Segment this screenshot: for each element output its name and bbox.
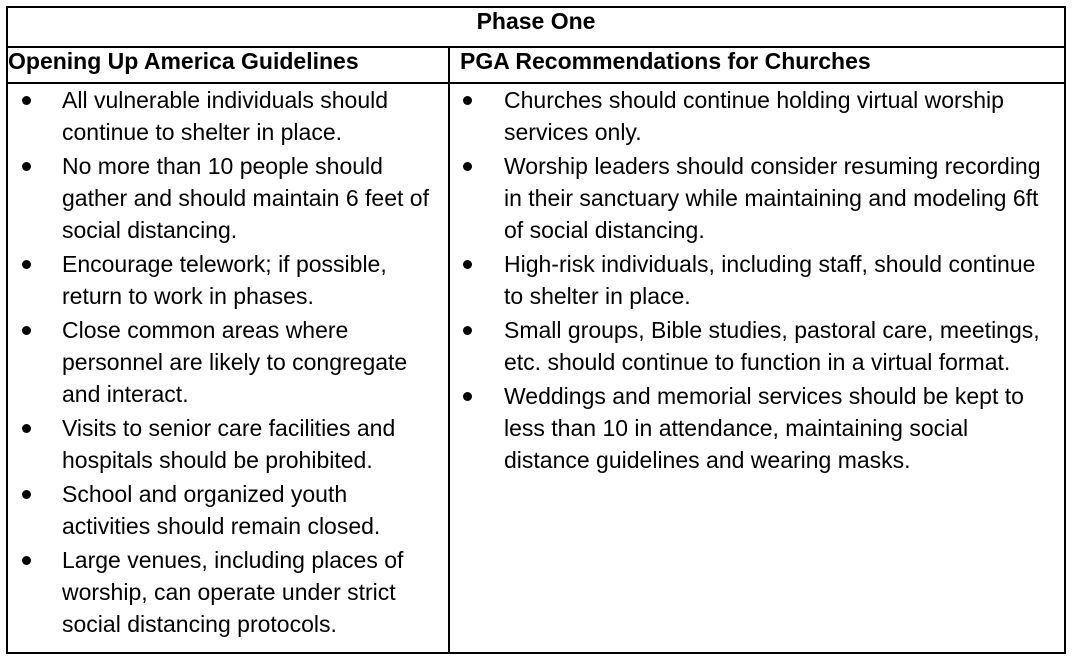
list-item-text: Visits to senior care facilities and hospitals should be prohibited. [62, 415, 396, 473]
table-title: Phase One [7, 7, 1065, 47]
recommendations-cell [449, 83, 1065, 653]
column-header-recommendations: PGA Recommendations for Churches [449, 47, 1065, 83]
header-row [7, 47, 1065, 83]
list-item-text: Large venues, including places of worship, can operate under strict social distancing protocols. [62, 547, 404, 637]
bullet-icon [22, 424, 31, 433]
list-item [450, 380, 1064, 476]
list-item-text: Close common areas where personnel are likely to congregate and interact. [62, 317, 408, 407]
guidelines-list [8, 84, 448, 640]
list-item [8, 412, 448, 476]
bullet-icon [22, 490, 31, 499]
column-header-guidelines: Opening Up America Guidelines [7, 47, 449, 83]
list-item-text: Churches should continue holding virtual worship services only. [504, 87, 1004, 145]
list-item [8, 84, 448, 148]
bullet-icon [22, 96, 31, 105]
bullet-icon [463, 96, 472, 105]
list-item [8, 544, 448, 640]
list-item-text: High-risk individuals, including staff, should continue to shelter in place. [504, 251, 1036, 309]
list-item-text: School and organized youth activities should remain closed. [62, 481, 381, 539]
bullet-icon [463, 392, 472, 401]
list-item [450, 84, 1064, 148]
bullet-icon [463, 162, 472, 171]
list-item [8, 478, 448, 542]
bullet-icon [22, 162, 31, 171]
list-item [450, 248, 1064, 312]
list-item-text: Small groups, Bible studies, pastoral care, meetings, etc. should continue to function in a virtual format. [504, 317, 1040, 375]
list-item-text: No more than 10 people should gather and should maintain 6 feet of social distancing. [62, 153, 429, 243]
list-item [450, 314, 1064, 378]
list-item-text: Weddings and memorial services should be kept to less than 10 in attendance, maintaining social distance guidelines and wearing masks. [504, 383, 1024, 473]
content-row [7, 83, 1065, 653]
recommendations-list [450, 84, 1064, 476]
list-item [8, 248, 448, 312]
list-item [450, 150, 1064, 246]
title-row [7, 7, 1065, 47]
list-item-text: All vulnerable individuals should continue to shelter in place. [62, 87, 389, 145]
bullet-icon [463, 260, 472, 269]
list-item-text: Worship leaders should consider resuming recording in their sanctuary while maintaining and modeling 6ft of social distancing. [504, 153, 1041, 243]
phase-one-table [6, 6, 1066, 654]
bullet-icon [463, 326, 472, 335]
bullet-icon [22, 260, 31, 269]
bullet-icon [22, 556, 31, 565]
list-item [8, 150, 448, 246]
bullet-icon [22, 326, 31, 335]
guidelines-cell [7, 83, 449, 653]
list-item-text: Encourage telework; if possible, return to work in phases. [62, 251, 387, 309]
list-item [8, 314, 448, 410]
